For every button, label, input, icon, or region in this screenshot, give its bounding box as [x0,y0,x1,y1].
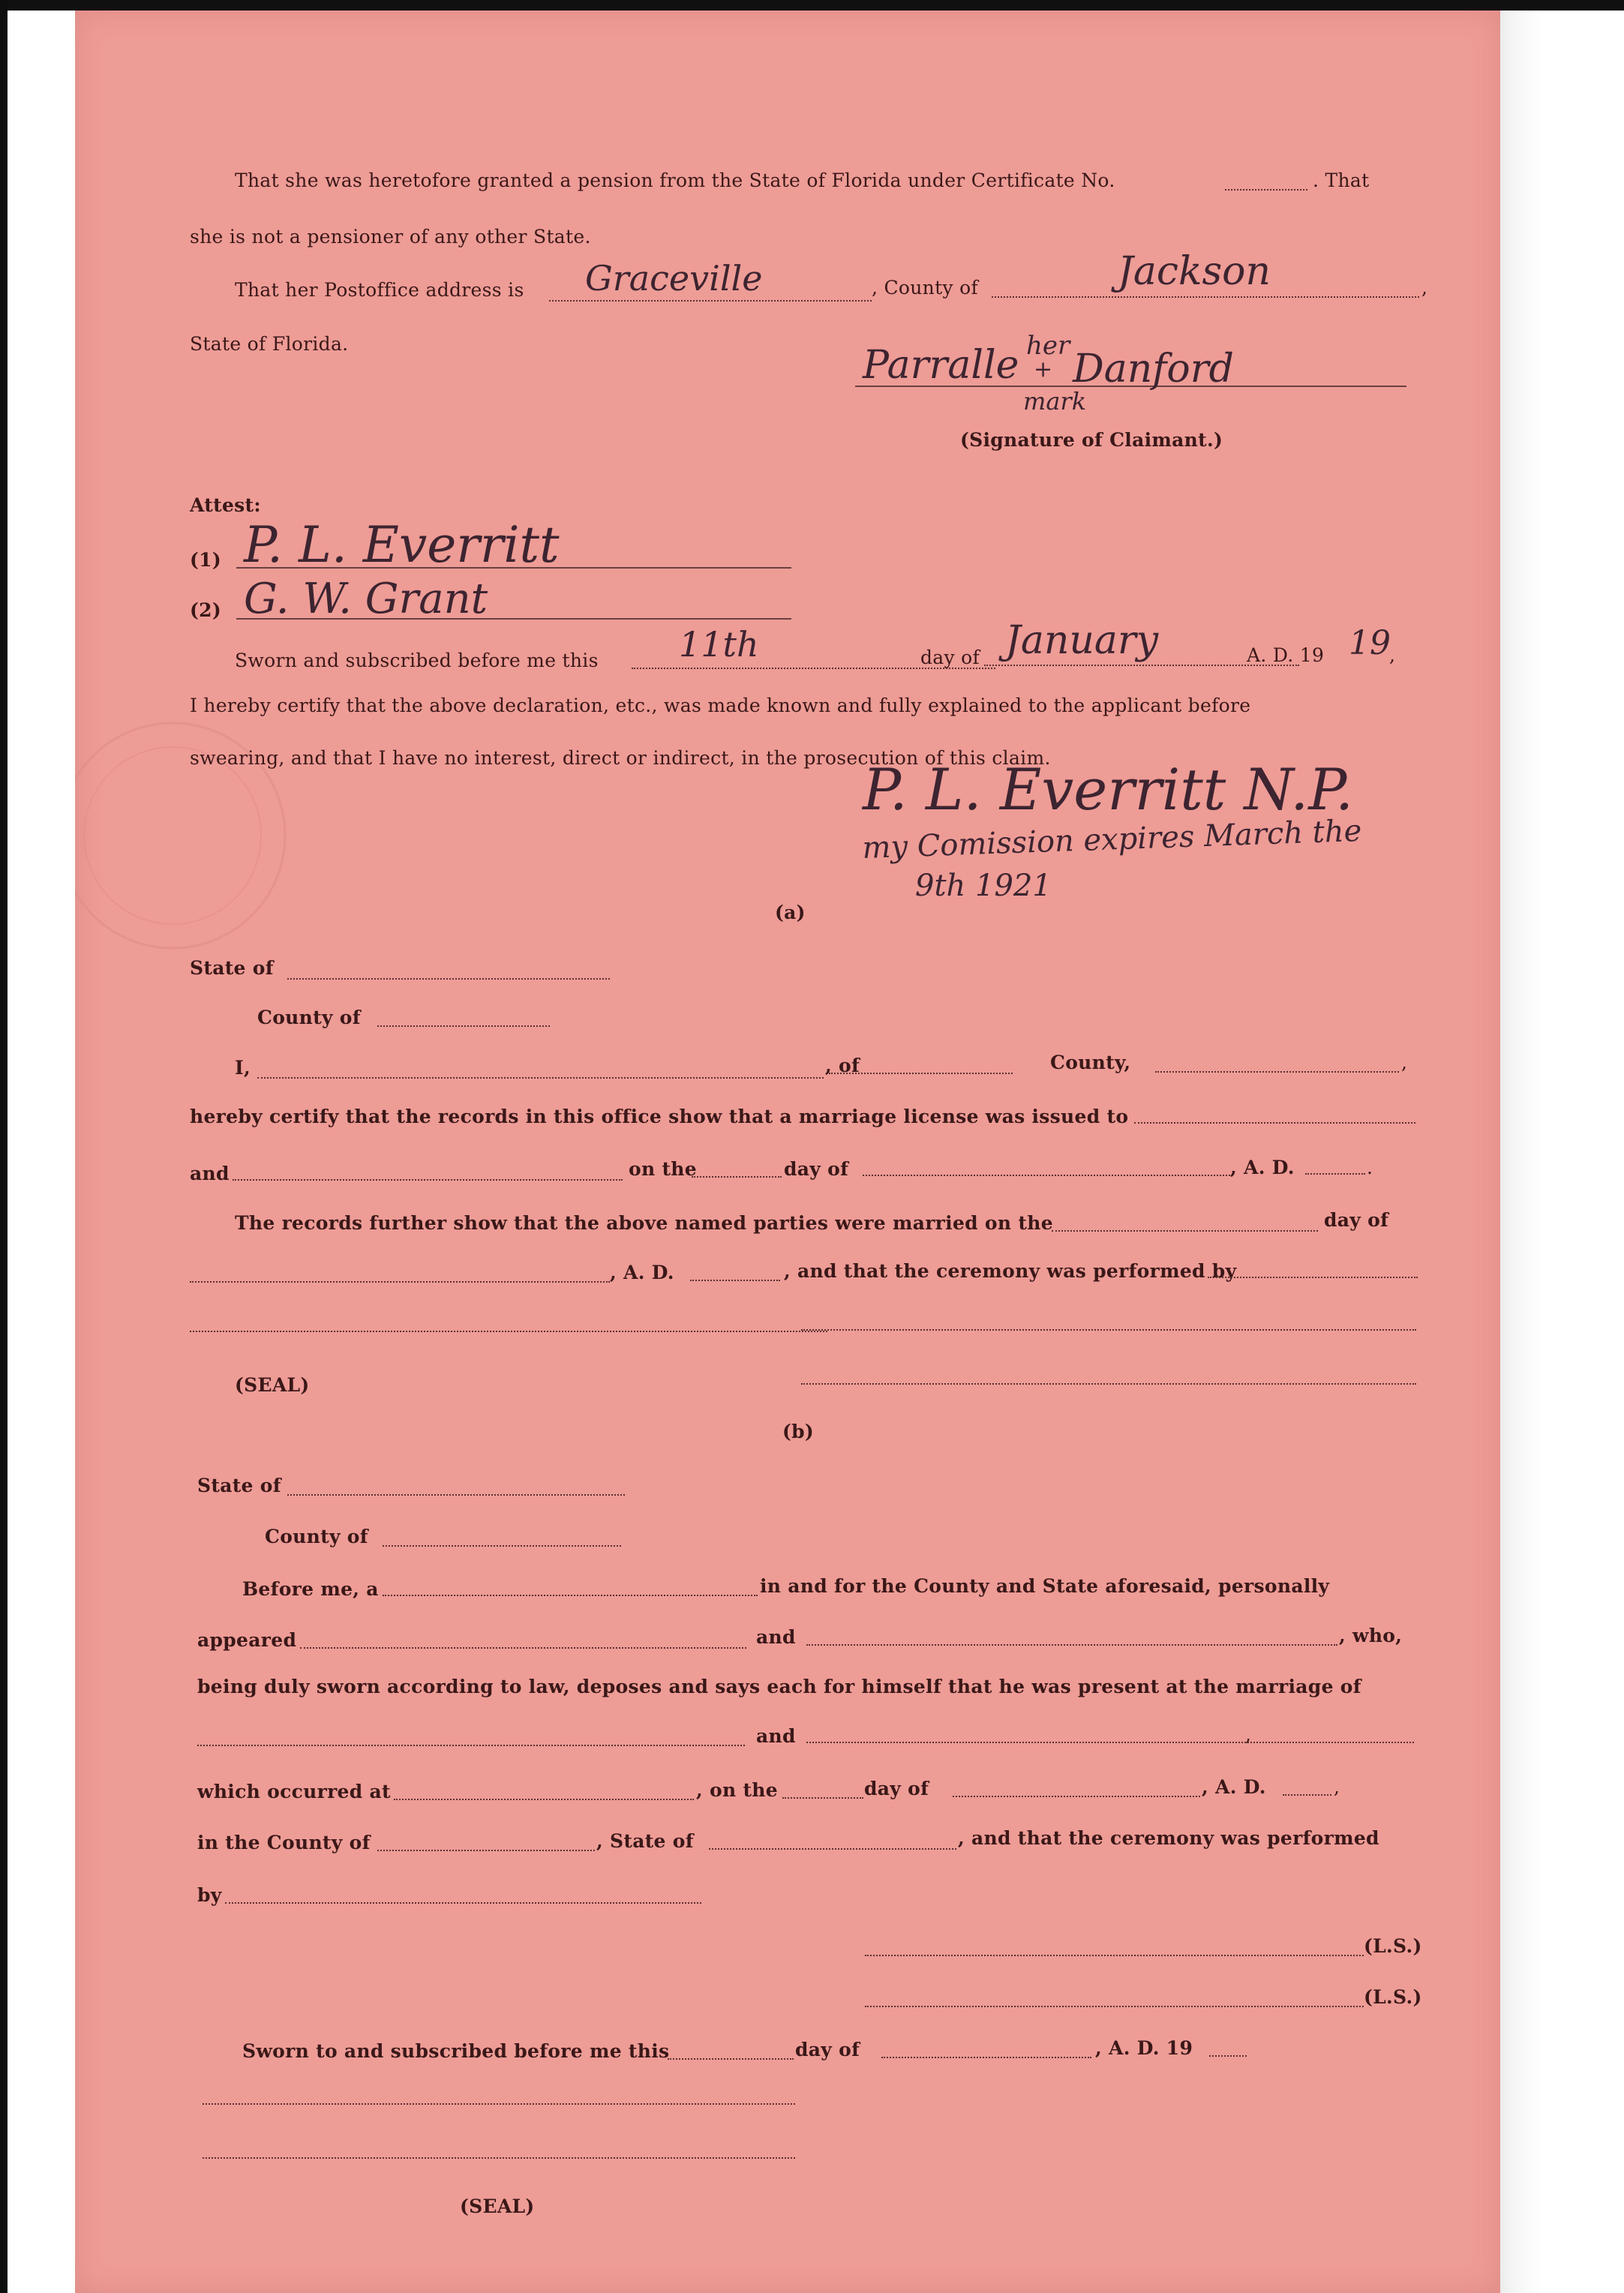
sworn-comma: , [1389,644,1396,666]
section-b-officer-title-line [203,2157,795,2159]
scan-background-right [1489,11,1624,2293]
section-b-officer-line [383,1595,758,1596]
section-a-county-of: County of [257,1007,361,1028]
section-b-comma: , [1245,1724,1252,1745]
section-b-sworn: Sworn to and subscribed before me this [242,2040,670,2062]
section-b-state-value-line [709,1848,956,1850]
attest-label: Attest: [190,494,261,516]
scan-left-edge [0,0,8,2293]
section-b-county-of: County of [265,1526,368,1547]
attest-witness-2-number: (2) [190,599,221,621]
section-a-day-of: day of [784,1158,849,1180]
section-a-and: and [190,1163,230,1184]
section-a-day-of-2: day of [1324,1209,1389,1231]
svg-text:P. L. Everritt N.P.: P. L. Everritt N.P. [863,756,1354,823]
svg-text:P. L. Everritt: P. L. Everritt [244,516,560,574]
section-b-being-duly: being duly sworn according to law, deposes and says each for himself that he was present at the marriage of [197,1676,1361,1697]
section-b-sworn-day-line [668,2058,794,2060]
section-a-ad-2: , A. D. [610,1262,674,1283]
section-a-married-line [1052,1230,1318,1232]
section-a-hereby: hereby certify that the records in this office show that a marriage license was issued to [190,1106,1129,1127]
county-label: , County of [872,277,978,299]
sworn-day-value: 11th [679,624,759,665]
section-a-on-the-line [692,1176,782,1178]
section-a-ad: , A. D. [1230,1157,1295,1178]
svg-text:+: + [1034,356,1053,383]
section-b-month-line [953,1796,1200,1797]
section-b-who: , who, [1339,1625,1403,1646]
section-b-marker: (b) [782,1421,815,1442]
certify-line-2: swearing, and that I have no interest, direct or indirect, in the prosecution of this claim. [190,747,1051,769]
section-b-party-line-2 [806,1742,1414,1743]
svg-text:Parralle: Parralle [863,343,1019,388]
section-a-seal: (SEAL) [235,1374,310,1396]
section-b-county-value-line [377,1850,595,1851]
notary-signature [855,738,1425,911]
section-b-and-2: and [756,1725,796,1747]
svg-text:my Comission expires March the: my Comission expires March the [861,813,1362,866]
section-b-day-line [782,1797,863,1799]
sworn-year-value: 19 [1349,624,1391,662]
section-a-marker: (a) [775,902,806,923]
postoffice-address-value: Graceville [585,258,763,299]
section-b-party-line-1 [197,1745,745,1746]
section-a-performed-line [1208,1277,1418,1278]
postoffice-address-line [549,300,872,302]
section-b-year-line [1283,1794,1331,1796]
section-b-seal: (SEAL) [460,2195,535,2217]
section-b-appeared: appeared [197,1629,297,1651]
section-b-state-line [287,1494,625,1496]
section-b-state-of-2: , State of [596,1830,694,1852]
section-b-on-the: , on the [696,1779,778,1801]
section-a-county: County, [1050,1052,1131,1073]
section-a-records: The records further show that the above named parties were married on the [235,1212,1053,1234]
sworn-text: Sworn and subscribed before me this [235,650,599,671]
section-a-and-line [233,1179,623,1181]
section-a-of-line [829,1073,1013,1074]
section-a-license-line [1134,1122,1415,1124]
pension-certificate-text-end: . That [1313,170,1370,191]
section-a-state-of: State of [190,957,274,979]
section-b-in-and-for: in and for the County and State aforesaid, personally [760,1575,1330,1597]
attest-witness-2-signature [236,562,701,629]
sworn-month-value: January [1005,618,1159,663]
section-a-signature-line [801,1383,1416,1385]
section-a-performed: , and that the ceremony was performed by [784,1260,1237,1282]
section-a-of: , of [825,1055,860,1076]
section-b-ls-1: (L.S.) [1364,1935,1422,1957]
section-a-i: I, [235,1057,251,1079]
not-pensioner-text: she is not a pensioner of any other State. [190,226,591,248]
pension-certificate-text: That she was heretofore granted a pension from the State of Florida under Certificate No. [235,170,1115,191]
county-comma: , [1421,277,1428,299]
section-b-and: and [756,1626,796,1648]
section-b-sworn-day-of: day of [795,2039,860,2060]
section-a-period: . [1367,1157,1373,1178]
section-b-by: by [197,1884,222,1906]
section-a-year-line-2 [690,1280,780,1281]
section-b-ls-line-2 [865,2006,1364,2007]
section-b-ad19: , A. D. 19 [1095,2037,1193,2059]
sworn-day-of: day of [920,647,980,668]
section-b-in-county: in the County of [197,1832,371,1853]
section-b-day-of: day of [864,1778,929,1799]
section-b-ls-2: (L.S.) [1364,1986,1422,2008]
section-b-by-line [225,1902,701,1904]
section-b-ls-line-1 [865,1955,1364,1956]
scan-top-edge [0,0,1624,11]
certificate-number-line [1225,189,1307,191]
claimant-signature [855,318,1425,431]
svg-text:mark: mark [1023,387,1087,416]
section-b-ceremony: , and that the ceremony was performed [958,1827,1379,1849]
postoffice-address-label: That her Postoffice address is [235,279,524,301]
county-line [992,296,1419,298]
bleed-through-seal [75,708,420,963]
section-b-appeared-line-2 [806,1644,1337,1646]
svg-text:Danford: Danford [1073,347,1234,392]
section-b-county-line [383,1545,621,1547]
attest-witness-1-number: (1) [190,549,221,571]
section-a-on-the: on the [629,1158,697,1180]
section-a-year-line [1305,1173,1365,1175]
section-a-county-line [377,1025,550,1027]
section-a-name-line [257,1077,824,1079]
document-page [75,11,1500,2293]
section-a-comma: , [1401,1052,1408,1073]
county-value: Jackson [1118,249,1271,294]
state-of-florida-text: State of Florida. [190,333,349,355]
svg-text:G. W. Grant: G. W. Grant [244,575,488,623]
section-b-before: Before me, a [242,1578,379,1600]
section-a-officiant-line-right [801,1329,1416,1331]
svg-text:her: her [1026,331,1070,361]
signature-of-claimant-label: (Signature of Claimant.) [960,429,1223,451]
section-a-month-line [863,1175,1230,1176]
section-a-county-value-line [1155,1071,1399,1073]
section-b-place-line [394,1799,694,1800]
section-b-appeared-line-1 [300,1647,746,1649]
section-a-month-line-2 [190,1281,610,1283]
certify-line-1: I hereby certify that the above declaration, etc., was made known and fully explained to the applicant before [190,695,1251,716]
sworn-ad: A. D. 19 [1247,644,1325,666]
section-b-officer-signature-line [203,2103,795,2105]
section-b-comma-2: , [1334,1776,1340,1798]
section-b-sworn-year-line [1209,2055,1247,2057]
section-b-state-of: State of [197,1475,281,1496]
section-a-officiant-line-left [190,1331,827,1332]
section-b-ad: , A. D. [1202,1776,1266,1798]
section-b-occurred: which occurred at [197,1781,391,1802]
section-a-state-line [287,978,610,980]
section-b-sworn-month-line [881,2057,1091,2058]
svg-text:9th 1921: 9th 1921 [915,869,1052,903]
